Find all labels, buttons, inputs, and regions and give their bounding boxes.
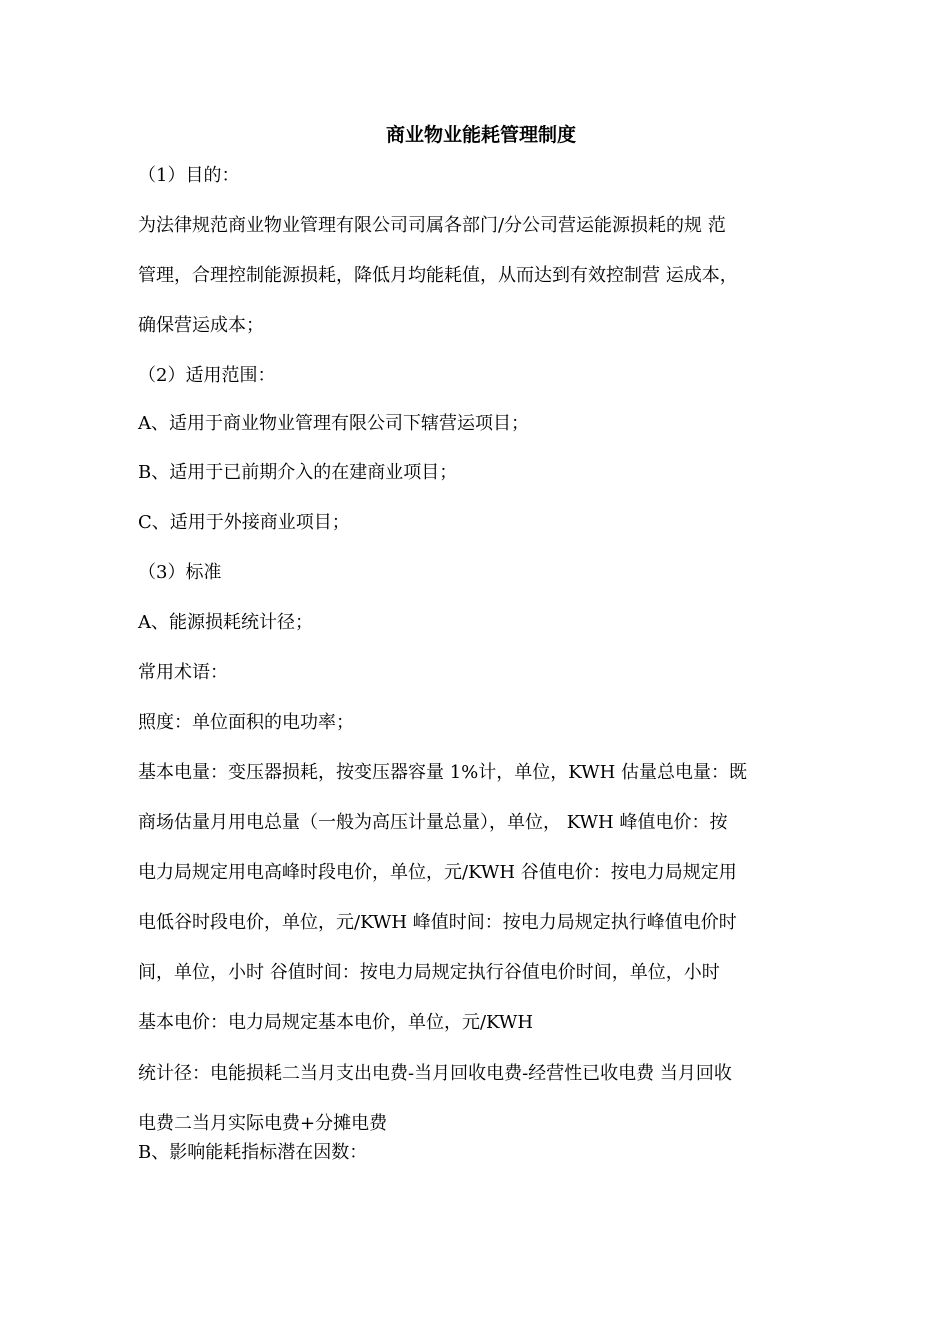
purpose-line-1: 为法律规范商业物业管理有限公司司属各部门/分公司营运能源损耗的规 范 <box>138 215 726 236</box>
document-title: 商业物业能耗管理制度 <box>385 124 576 146</box>
scope-item-a: A、适用于商业物业管理有限公司下辖营运项目； <box>138 413 529 434</box>
scope-item-c: C、适用于外接商业项目； <box>138 512 350 533</box>
section-2-heading: （2）适用范围： <box>138 365 276 386</box>
standard-item-b: B、影响能耗指标潜在因数： <box>138 1142 368 1163</box>
scope-item-b: B、适用于已前期介入的在建商业项目； <box>138 462 458 483</box>
section-3-heading: （3）标准 <box>138 562 222 583</box>
term-line-7: 基本电价：电力局规定基本电价，单位，元/KWH <box>138 1012 534 1033</box>
term-line-2: 基本电量：变压器损耗，按变压器容量 1%计，单位，KWH 估量总电量：既 <box>138 762 747 783</box>
section-1-heading: （1）目的： <box>138 165 240 186</box>
term-line-6: 间，单位，小时 谷值时间：按电力局规定执行谷值电价时间，单位，小时 <box>138 962 720 983</box>
purpose-line-2: 管理，合理控制能源损耗，降低月均能耗值，从而达到有效控制营 运成本， <box>138 265 738 286</box>
term-line-5: 电低谷时段电价，单位，元/KWH 峰值时间：按电力局规定执行峰值电价时 <box>138 912 737 933</box>
purpose-line-3: 确保营运成本； <box>138 315 264 336</box>
term-line-3: 商场估量月用电总量（一般为高压计量总量），单位， KWH 峰值电价：按 <box>138 812 728 833</box>
terms-heading: 常用术语： <box>138 662 228 683</box>
term-line-4: 电力局规定用电高峰时段电价，单位，元/KWH 谷值电价：按电力局规定用 <box>138 862 737 883</box>
standard-item-a: A、能源损耗统计径； <box>138 612 313 633</box>
term-line-1: 照度：单位面积的电功率； <box>138 712 354 733</box>
statistics-line-1: 统计径：电能损耗二当月支出电费-当月回收电费-经营性已收电费 当月回收 <box>138 1063 732 1084</box>
statistics-line-2: 电费二当月实际电费+分摊电费 <box>138 1113 388 1134</box>
